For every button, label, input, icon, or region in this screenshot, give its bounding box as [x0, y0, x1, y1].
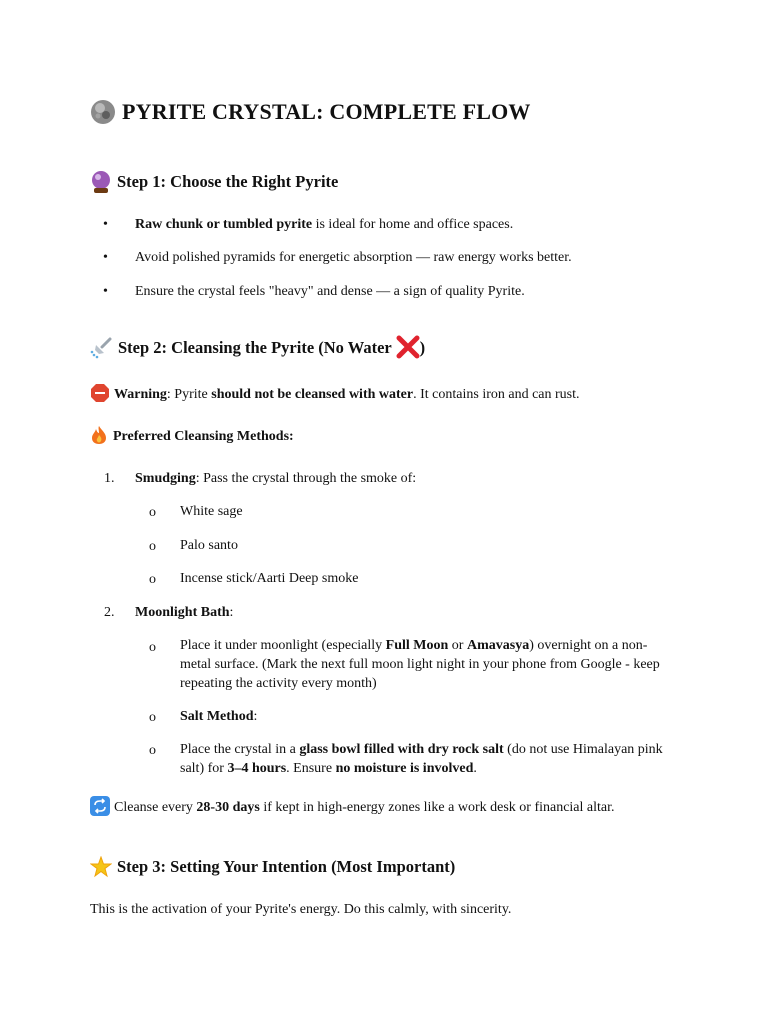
sub-item-white-sage: White sage [180, 504, 243, 519]
step1-bullet-1-bold: Raw chunk or tumbled pyrite [135, 217, 313, 232]
step3-intro: This is the activation of your Pyrite's energy. Do this calmly, with sincerity. [90, 902, 512, 917]
sub-marker: o [149, 640, 156, 655]
step3-heading-text: Step 3: Setting Your Intention (Most Important) [117, 857, 456, 876]
step3-heading [90, 857, 455, 878]
salt-method-item [180, 707, 257, 726]
warning-label: Warning [114, 387, 167, 402]
shower-icon [90, 337, 114, 359]
warning-bold: should not be cleansed with water [211, 387, 414, 402]
title-text: PYRITE CRYSTAL: COMPLETE FLOW [122, 99, 531, 124]
cleanse-frequency [90, 798, 615, 817]
stop-sign-icon [90, 383, 110, 403]
list-number: 2. [104, 605, 115, 620]
moonlight-label: Moonlight Bath [135, 605, 230, 620]
step2-heading [90, 338, 425, 359]
bullet-marker: • [103, 250, 108, 265]
moon-text-d: ) overnight on a non-metal surface. (Mark the next full moon light night in your phone from Google - keep repeating the activity every month) [180, 638, 660, 691]
moonlight-description [180, 636, 660, 693]
smudging-text: : Pass the crystal through the smoke of: [195, 471, 417, 486]
salt-text-e: . [473, 761, 477, 776]
moonlight-colon: : [229, 605, 234, 620]
salt-text-c: (do not use Himalayan pink salt) for [180, 742, 663, 776]
sub-item-palo-santo: Palo santo [180, 538, 238, 553]
moon-full-moon: Full Moon [385, 638, 449, 653]
salt-text-d: . Ensure [286, 761, 336, 776]
crystal-ball-icon [90, 170, 112, 194]
step2-heading-text: Step 2: Cleansing the Pyrite (No Water [118, 338, 396, 357]
bullet-marker: • [103, 284, 108, 299]
sub-marker: o [149, 572, 156, 587]
rock-icon [90, 99, 116, 125]
cleanse-text-a: Cleanse every [114, 800, 197, 815]
methods-heading-text: Preferred Cleansing Methods: [113, 429, 294, 444]
moon-text-c: or [448, 638, 467, 653]
warning-line [90, 385, 580, 404]
glowing-star-icon [90, 856, 112, 878]
smudging-item [135, 469, 416, 488]
salt-bold-hours: 3–4 hours [227, 761, 287, 776]
repeat-icon [90, 796, 110, 816]
moon-text-a: Place it under moonlight (especially [180, 638, 386, 653]
step1-bullet-3 [135, 282, 525, 301]
salt-bold-bowl: glass bowl filled with dry rock salt [299, 742, 504, 757]
bullet-marker: • [103, 217, 108, 232]
salt-description [180, 740, 672, 778]
step1-bullet-2 [135, 248, 572, 267]
document-title [90, 99, 531, 125]
smudging-label: Smudging [135, 471, 196, 486]
salt-method-colon: : [253, 709, 258, 724]
step1-bullet-1-text: is ideal for home and office spaces. [312, 217, 514, 232]
moonlight-item [135, 603, 233, 622]
salt-bold-moisture: no moisture is involved [335, 761, 474, 776]
sub-marker: o [149, 743, 156, 758]
step1-heading [90, 172, 338, 194]
methods-heading [90, 427, 294, 446]
cleanse-days: 28-30 days [196, 800, 260, 815]
step1-bullet-1 [135, 215, 513, 234]
cleanse-text-b: if kept in high-energy zones like a work desk or financial altar. [259, 800, 615, 815]
step2-heading-close: ) [419, 338, 426, 357]
list-number: 1. [104, 471, 115, 486]
warning-text-a: : Pyrite [166, 387, 212, 402]
salt-text-a: Place the crystal in a [180, 742, 300, 757]
step1-bullet-2-text: Avoid polished pyramids for energetic absorption — raw energy works better. [135, 250, 572, 265]
step1-bullet-3-text: Ensure the crystal feels "heavy" and dense — a sign of quality Pyrite. [135, 284, 525, 299]
cross-mark-icon [396, 335, 420, 359]
sub-marker: o [149, 710, 156, 725]
sub-item-incense: Incense stick/Aarti Deep smoke [180, 571, 359, 586]
sub-marker: o [149, 539, 156, 554]
sub-marker: o [149, 505, 156, 520]
warning-text-b: . It contains iron and can rust. [413, 387, 580, 402]
salt-method-label: Salt Method [180, 709, 254, 724]
fire-icon [90, 425, 108, 445]
moon-amavasya: Amavasya [466, 638, 530, 653]
step1-heading-text: Step 1: Choose the Right Pyrite [117, 172, 339, 191]
